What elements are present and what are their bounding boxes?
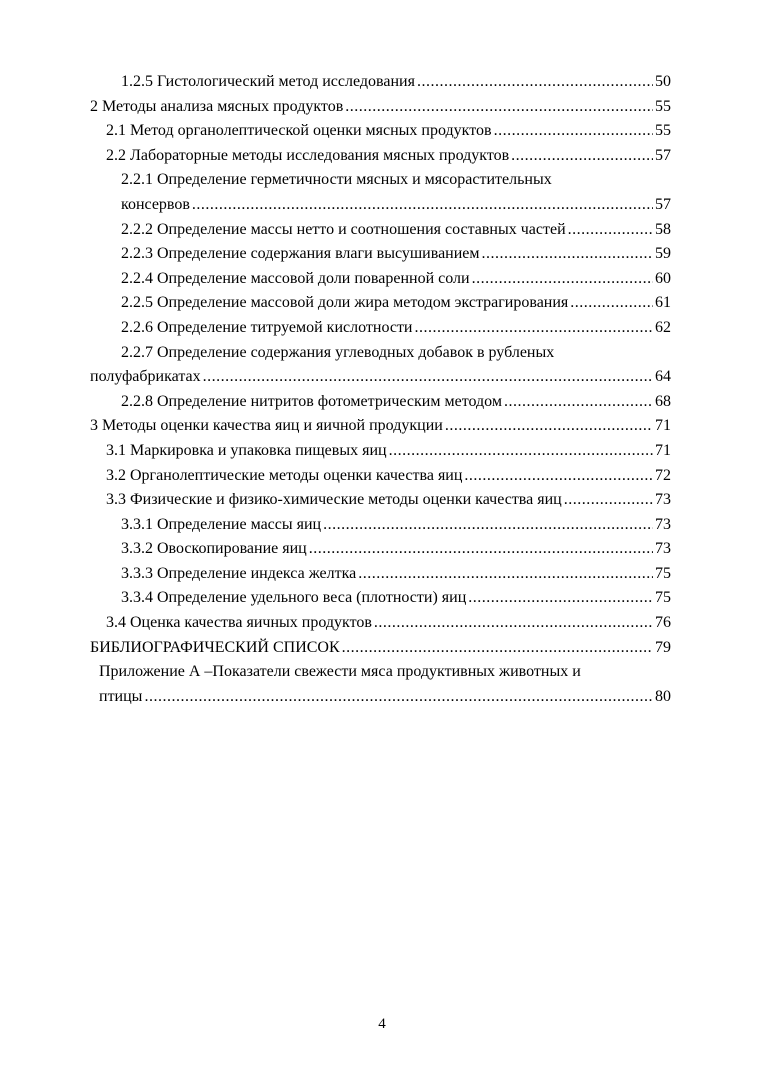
toc-entry[interactable] (90, 586, 671, 611)
toc-entry-title: 2 Методы анализа мясных продуктов (90, 97, 344, 115)
toc-entry-page: 68 (655, 392, 671, 410)
toc-entry[interactable] (90, 365, 671, 390)
toc-entry-title: 2.2.5 Определение массовой доли жира методом экстрагирования (121, 294, 569, 312)
toc-entry[interactable] (90, 316, 671, 341)
toc-entry[interactable] (90, 70, 671, 95)
toc-leader-dots (568, 218, 653, 243)
toc-entry[interactable] (90, 562, 671, 587)
toc-leader-dots (358, 562, 653, 587)
toc-entry[interactable] (90, 685, 671, 710)
toc-entry-page: 71 (655, 441, 671, 459)
toc-leader-dots (389, 439, 653, 464)
toc-entry[interactable] (90, 611, 671, 636)
toc-entry-title: 2.2.8 Определение нитритов фотометрическим методом (121, 392, 502, 410)
toc-leader-dots (309, 537, 653, 562)
toc-entry[interactable] (90, 267, 671, 292)
toc-entry-title: 1.2.5 Гистологический метод исследования (121, 73, 415, 90)
toc-entry[interactable] (90, 636, 671, 661)
toc-leader-dots (203, 365, 653, 390)
toc-entry-title: 2.2.3 Определение содержания влаги высушиванием (121, 245, 480, 263)
toc-entry-title: 3.3.2 Овоскопирование яиц (121, 540, 307, 558)
toc-entry-page: 57 (655, 146, 671, 164)
toc-entry-page: 62 (655, 318, 671, 336)
toc-entry-page: 64 (655, 368, 671, 386)
toc-entry-title: 3.2 Органолептические методы оценки качества яиц (106, 466, 463, 484)
toc-leader-dots (504, 390, 653, 415)
toc-leader-dots (472, 267, 653, 292)
toc-leader-dots (345, 95, 653, 120)
toc-entry-page: 58 (655, 220, 671, 238)
toc-entry[interactable] (90, 242, 671, 267)
toc-entry[interactable] (90, 218, 671, 243)
toc-entry-title: 3.3.3 Определение индекса желтка (121, 564, 357, 582)
toc-entry-title: 3.4 Оценка качества яичных продуктов (106, 614, 372, 632)
page-number: 4 (378, 1016, 386, 1032)
toc-entry-page: 72 (655, 466, 671, 484)
toc-entry[interactable] (90, 291, 671, 316)
toc-entry-page: 80 (655, 687, 671, 705)
toc-entry-title: 3 Методы оценки качества яиц и яичной продукции (90, 417, 443, 435)
toc-leader-dots (511, 144, 653, 169)
toc-entry[interactable] (90, 488, 671, 513)
toc-entry-page: 59 (655, 245, 671, 263)
toc-leader-dots (494, 119, 653, 144)
toc-entry-page: 61 (655, 294, 671, 312)
toc-entry-page: 71 (655, 417, 671, 435)
toc-entry-page: 75 (655, 589, 671, 607)
toc-entry[interactable] (90, 119, 671, 144)
table-of-contents (90, 70, 671, 709)
toc-entry-title: 3.3 Физические и физико-химические методы оценки качества яиц (106, 491, 562, 509)
toc-entry-title: 2.2 Лабораторные методы исследования мясных продуктов (106, 146, 510, 164)
toc-entry-page: 73 (655, 540, 671, 558)
toc-entry-title: 2.2.2 Определение массы нетто и соотношения составных частей (121, 220, 566, 238)
toc-entry-page: 57 (655, 195, 671, 213)
toc-entry-page: 75 (655, 564, 671, 582)
toc-entry[interactable] (90, 390, 671, 415)
toc-entry-page: 73 (655, 515, 671, 533)
toc-entry[interactable] (90, 513, 671, 538)
toc-entry-page: 76 (655, 614, 671, 632)
toc-leader-dots (464, 464, 653, 489)
toc-entry-page: 73 (655, 491, 671, 509)
toc-leader-dots (468, 586, 653, 611)
toc-entry[interactable] (90, 414, 671, 439)
toc-entry-title-line1[interactable]: 2.2.7 Определение содержания углеводных добавок в рубленых (121, 343, 555, 361)
toc-entry-title-line1[interactable]: 2.2.1 Определение герметичности мясных и мясорастительных (121, 171, 552, 189)
toc-entry[interactable] (90, 537, 671, 562)
toc-leader-dots (144, 685, 653, 710)
toc-entry-title: полуфабрикатах (90, 368, 201, 386)
toc-leader-dots (570, 291, 653, 316)
toc-entry-title: 2.2.4 Определение массовой доли поваренной соли (121, 269, 470, 287)
toc-entry-title: птицы (99, 687, 143, 705)
toc-leader-dots (374, 611, 653, 636)
toc-entry-page: 79 (655, 638, 671, 656)
toc-entry[interactable] (90, 95, 671, 120)
toc-entry-page: 55 (655, 97, 671, 115)
toc-entry-title: 3.3.4 Определение удельного веса (плотности) яиц (121, 589, 467, 607)
toc-leader-dots (415, 316, 654, 341)
toc-entry[interactable] (90, 464, 671, 489)
toc-entry[interactable] (90, 193, 671, 218)
toc-entry-page: 50 (655, 73, 671, 90)
toc-entry-title: БИБЛИОГРАФИЧЕСКИЙ СПИСОК (90, 638, 340, 656)
toc-entry[interactable] (90, 144, 671, 169)
toc-leader-dots (342, 636, 653, 661)
toc-entry-title: 3.1 Маркировка и упаковка пищевых яиц (106, 441, 387, 459)
toc-entry[interactable] (90, 439, 671, 464)
toc-entry-title: 2.1 Метод органолептической оценки мясных продуктов (106, 122, 492, 140)
toc-entry-title: 2.2.6 Определение титруемой кислотности (121, 318, 413, 336)
toc-leader-dots (417, 70, 653, 95)
toc-leader-dots (445, 414, 653, 439)
toc-leader-dots (323, 513, 653, 538)
toc-entry-title-line1[interactable]: Приложение А –Показатели свежести мяса продуктивных животных и (99, 663, 581, 681)
toc-entry-title: консервов (121, 195, 190, 213)
toc-entry-page: 60 (655, 269, 671, 287)
toc-entry-title: 3.3.1 Определение массы яиц (121, 515, 322, 533)
toc-leader-dots (192, 193, 653, 218)
toc-leader-dots (482, 242, 653, 267)
toc-leader-dots (564, 488, 653, 513)
toc-entry-page: 55 (655, 122, 671, 140)
